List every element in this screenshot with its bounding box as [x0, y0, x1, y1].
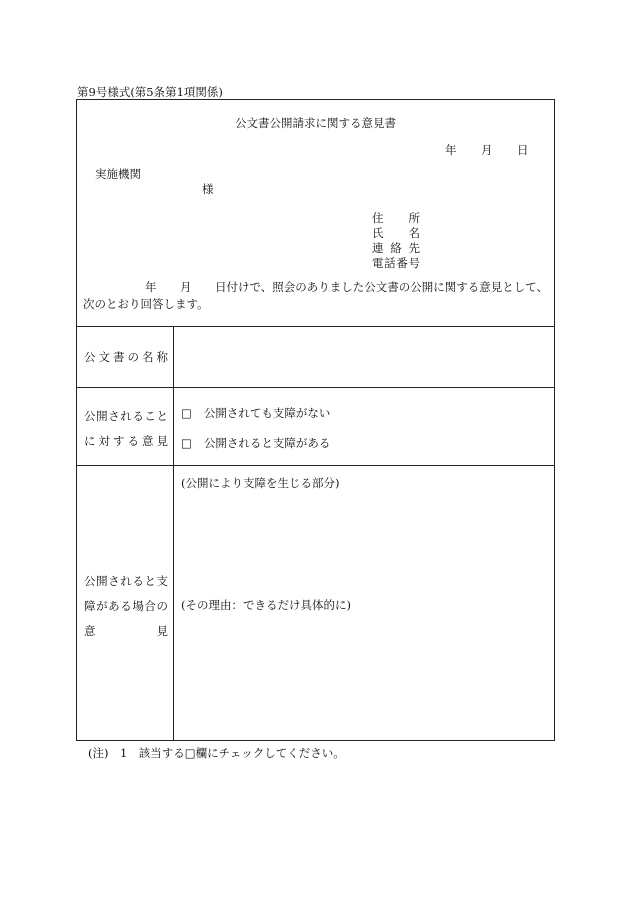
checkbox-icon[interactable]: □ — [181, 406, 192, 420]
recipient-org: 実施機関 — [95, 167, 141, 181]
date-day: 日 — [517, 143, 529, 157]
option-issue-label: 公開されると支障がある — [203, 436, 331, 450]
intro-month: 月 — [180, 280, 192, 294]
doc-name-field[interactable] — [181, 326, 551, 387]
intro-year: 年 — [145, 280, 157, 294]
opinion-form — [76, 99, 555, 741]
sender-address-label: 住 所 — [372, 211, 420, 225]
date-line — [445, 142, 529, 158]
footnote: (注) 1 該当する□欄にチェックしてください。 — [88, 746, 345, 760]
option-no-issue-label: 公開されても支障がない — [203, 406, 331, 420]
date-month: 月 — [481, 143, 493, 157]
option-issue[interactable] — [181, 435, 330, 451]
issue-part-hint: (公開により支障を生じる部分) — [181, 476, 340, 490]
intro-text: 日付けで、照会のありました公文書の公開に関する意見として、 — [215, 280, 549, 294]
divider — [77, 465, 554, 466]
sender-name-label: 氏 名 — [372, 226, 420, 240]
option-no-issue[interactable] — [181, 405, 330, 421]
form-number-label: 第9号様式(第5条第1項関係) — [77, 85, 223, 99]
document-title: 公文書公開請求に関する意見書 — [235, 116, 396, 130]
checkbox-icon[interactable]: □ — [181, 436, 192, 450]
opinion-label-line1: 公開されること — [84, 409, 168, 423]
sender-phone-label: 電話番号 — [372, 256, 420, 270]
issue-label-line1: 公開されると支 — [84, 574, 168, 588]
intro-line-2: 次のとおり回答します。 — [83, 297, 209, 311]
recipient-honorific: 様 — [202, 182, 214, 196]
issue-label-line2: 障がある場合の — [84, 599, 168, 613]
divider — [77, 387, 554, 388]
issue-reason-hint: (その理由：できるだけ具体的に) — [181, 598, 351, 612]
opinion-label-line2: に対する意見 — [84, 434, 168, 448]
issue-label-line3: 意 見 — [84, 624, 168, 638]
sender-contact-label: 連絡先 — [372, 241, 420, 255]
date-year: 年 — [445, 143, 457, 157]
doc-name-label: 公文書の名称 — [84, 350, 168, 364]
column-divider — [173, 326, 174, 741]
